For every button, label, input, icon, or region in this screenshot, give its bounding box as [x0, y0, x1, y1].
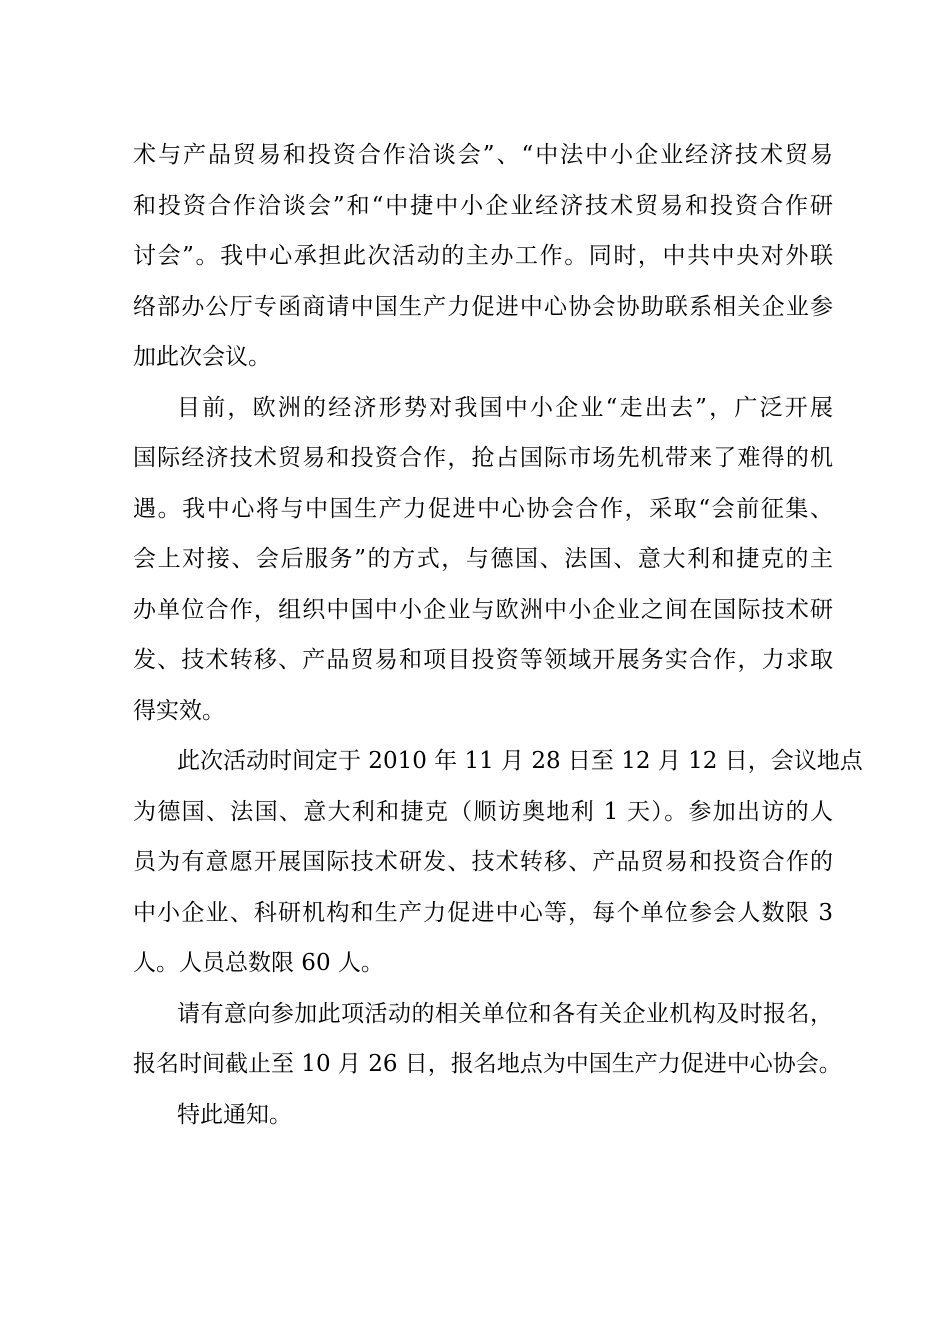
paragraph: [133, 1090, 833, 1141]
text-line: 目前，欧洲的经济形势对我国中小企业“走出去”，广泛开展: [177, 394, 833, 421]
text-line: 请有意向参加此项活动的相关单位和各有关企业机构及时报名，: [177, 1000, 833, 1027]
text-line: 讨会”。我中心承担此次活动的主办工作。同时，中共中央对外联: [133, 243, 833, 269]
text-line: 得实效。: [133, 697, 225, 724]
paragraph: [133, 989, 842, 1090]
text-line: 遇。我中心将与中国生产力促进中心协会合作，采取“会前征集、: [133, 495, 833, 522]
text-line: 为德国、法国、意大利和捷克（顺访奥地利 1 天）。参加出访的人: [133, 798, 833, 825]
text-line: 和投资合作洽谈会”和“中捷中小企业经济技术贸易和投资合作研: [133, 192, 833, 219]
text-line: 报名时间截止至 10 月 26 日，报名地点为中国生产力促进中心协会。: [133, 1051, 842, 1077]
text-line: 术与产品贸易和投资合作洽谈会”、“中法中小企业经济技术贸易: [133, 142, 833, 168]
text-line: 员为有意愿开展国际技术研发、技术转移、产品贸易和投资合作的: [133, 849, 833, 875]
text-line: 络部办公厅专函商请中国生产力促进中心协会协助联系相关企业参: [133, 293, 833, 320]
text-line: 中小企业、科研机构和生产力促进中心等，每个单位参会人数限 3: [133, 899, 833, 926]
text-line: 办单位合作，组织中国中小企业与欧洲中小企业之间在国际技术研: [133, 596, 833, 623]
text-line: 特此通知。: [177, 1101, 292, 1128]
paragraph: [133, 736, 863, 989]
text-line: 人。人员总数限 60 人。: [133, 950, 384, 976]
text-line: 发、技术转移、产品贸易和项目投资等领域开展务实合作，力求取: [133, 647, 833, 673]
document-body: [133, 130, 863, 1140]
paragraph: [133, 383, 833, 737]
text-line: 国际经济技术贸易和投资合作，抢占国际市场先机带来了难得的机: [133, 445, 833, 471]
text-line: 加此次会议。: [133, 344, 271, 370]
text-line: 会上对接、会后服务”的方式，与德国、法国、意大利和捷克的主: [133, 546, 833, 572]
text-line: 此次活动时间定于 2010 年 11 月 28 日至 12 月 12 日，会议地点: [177, 748, 863, 774]
paragraph: [133, 130, 833, 383]
